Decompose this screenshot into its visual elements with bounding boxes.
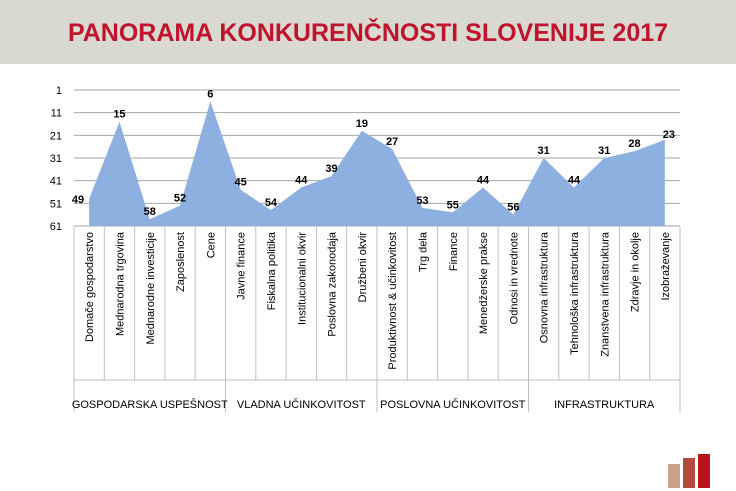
- category-label: Zaposlenost: [175, 232, 188, 292]
- data-label: 6: [207, 88, 214, 101]
- data-label: 31: [598, 145, 611, 157]
- data-label: 58: [143, 206, 156, 219]
- category-label: Zdravje in okolje: [629, 232, 642, 313]
- y-tick-label: 1: [55, 85, 62, 97]
- chart-title: PANORAMA KONKURENČNOSTI SLOVENIJE 2017: [67, 19, 669, 47]
- logo-bar-3: [698, 454, 710, 488]
- y-tick-label: 51: [49, 198, 62, 211]
- data-label: 28: [628, 138, 641, 151]
- category-label: Tehnološka infrastruktura: [568, 232, 581, 355]
- y-tick-label: 21: [49, 130, 62, 143]
- group-label: GOSPODARSKA USPEŠNOST: [71, 399, 228, 411]
- data-label: 15: [113, 108, 126, 121]
- category-label: Mednarodne investicije: [144, 232, 157, 345]
- data-label: 44: [295, 174, 308, 187]
- y-tick-label: 61: [49, 221, 62, 233]
- data-label: 39: [325, 163, 338, 176]
- data-label: 49: [71, 193, 85, 206]
- category-label: Odnosi in vrednote: [508, 232, 521, 325]
- category-label: Domače gospodarstvo: [84, 232, 97, 343]
- category-label: Menedžerske prakse: [478, 232, 491, 335]
- data-label: 54: [264, 197, 278, 210]
- y-tick-label: 31: [49, 153, 62, 165]
- group-label: POSLOVNA UČINKOVITOST: [380, 399, 526, 411]
- category-label: Izobraževanje: [659, 232, 672, 301]
- data-label: 55: [446, 199, 459, 212]
- category-label: Institucionalni okvir: [296, 232, 309, 325]
- category-label: Znanstvena infrastruktura: [599, 232, 612, 357]
- group-label: VLADNA UČINKOVITOST: [236, 399, 366, 411]
- logo-bar-1: [668, 464, 680, 488]
- area-series: [89, 101, 665, 226]
- category-label: Finance: [447, 232, 460, 272]
- data-label: 52: [173, 192, 187, 205]
- data-label: 44: [476, 174, 490, 187]
- category-label: Fiskalna politika: [265, 232, 278, 311]
- category-label: Poslovna zakonodaja: [326, 232, 339, 337]
- y-tick-label: 41: [49, 175, 62, 188]
- data-label: 56: [507, 201, 520, 214]
- category-label: Trg dela: [417, 232, 430, 272]
- category-label: Javne finance: [235, 232, 248, 300]
- logo-bar-2: [683, 458, 695, 488]
- category-label: Cene: [205, 232, 218, 259]
- data-label: 19: [355, 117, 368, 130]
- data-label: 23: [662, 128, 675, 141]
- category-label: Družbeni okvir: [356, 232, 369, 303]
- category-label: Mednarodna trgovina: [114, 232, 127, 336]
- category-label: Osnovna infrastruktura: [538, 232, 551, 344]
- category-label: Produktivnost & učinkovitost: [387, 232, 400, 370]
- data-label: 27: [386, 135, 399, 148]
- logo-icon: [668, 454, 712, 488]
- y-tick-label: 11: [50, 107, 62, 120]
- data-label: 45: [234, 176, 247, 189]
- data-label: 31: [537, 145, 550, 157]
- group-label: INFRASTRUKTURA: [554, 399, 655, 411]
- competitiveness-chart: [0, 64, 736, 491]
- data-label: 53: [416, 194, 429, 207]
- data-label: 44: [567, 174, 581, 187]
